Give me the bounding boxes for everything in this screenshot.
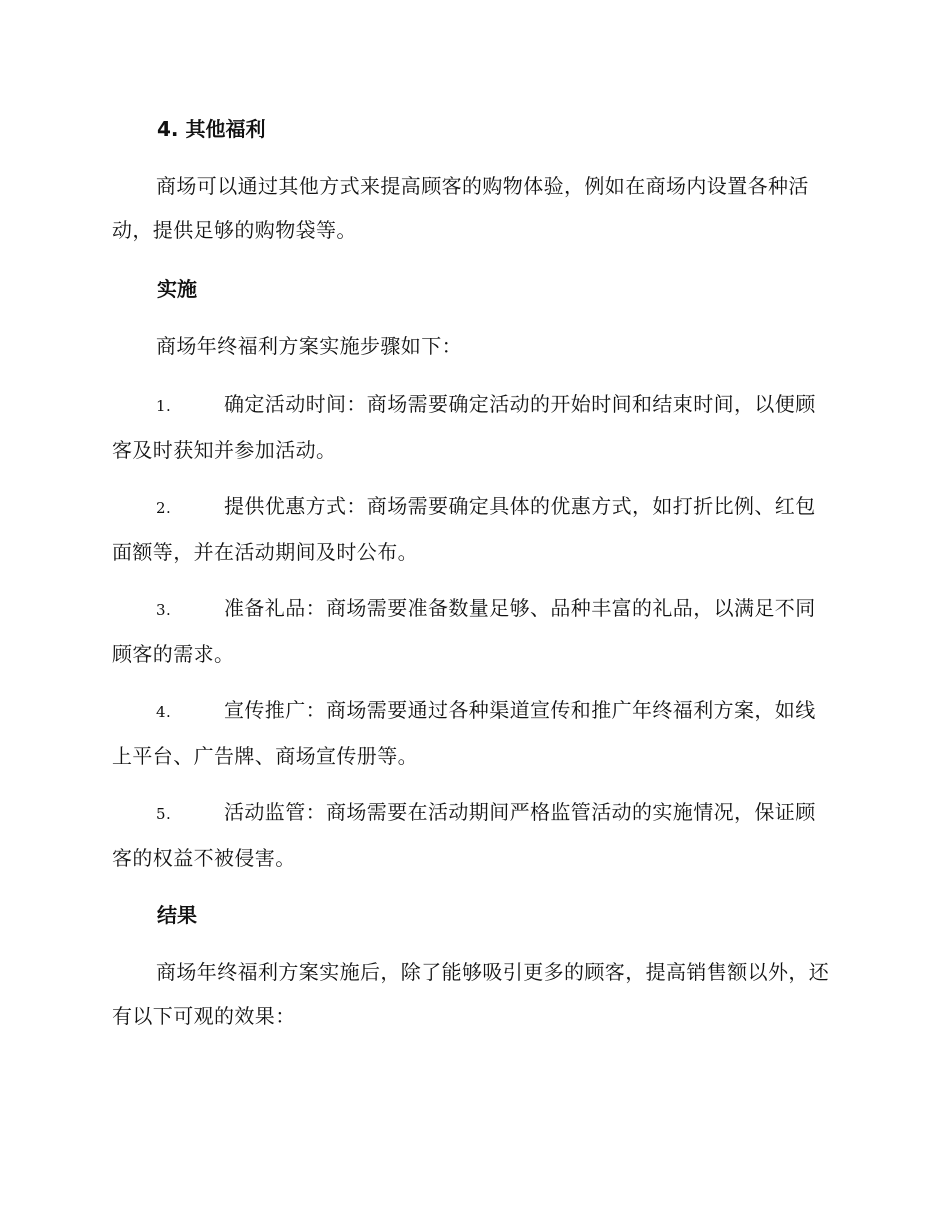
list-item-number: 1. <box>156 397 172 415</box>
list-item-text: 准备礼品：商场需要准备数量足够、品种丰富的礼品，以满足不同顾客的需求。 <box>112 596 816 666</box>
list-item-text: 宣传推广：商场需要通过各种渠道宣传和推广年终福利方案，如线上平台、广告牌、商场宣传册等。 <box>112 698 816 768</box>
list-item <box>112 790 834 880</box>
paragraph-implementation-intro: 商场年终福利方案实施步骤如下： <box>156 334 462 358</box>
list-item-number: 2. <box>156 499 172 517</box>
section-heading-implementation: 实施 <box>157 277 197 301</box>
paragraph-other-benefits: 商场可以通过其他方式来提高顾客的购物体验，例如在商场内设置各种活动，提供足够的购物袋等。 <box>112 174 809 242</box>
section-heading-other-benefits: 4. 其他福利 <box>157 117 266 141</box>
list-item-text: 确定活动时间：商场需要确定活动的开始时间和结束时间，以便顾客及时获知并参加活动。 <box>112 392 816 462</box>
list-item <box>112 586 834 676</box>
list-item <box>112 688 834 778</box>
list-item-text: 活动监管：商场需要在活动期间严格监管活动的实施情况，保证顾客的权益不被侵害。 <box>112 800 816 870</box>
list-item-number: 4. <box>156 703 172 721</box>
paragraph-results: 商场年终福利方案实施后，除了能够吸引更多的顾客，提高销售额以外，还有以下可观的效果： <box>112 960 830 1028</box>
list-item-number: 5. <box>156 805 172 823</box>
list-item <box>112 484 834 574</box>
list-item-text: 提供优惠方式：商场需要确定具体的优惠方式，如打折比例、红包面额等，并在活动期间及时公布。 <box>112 494 816 564</box>
section-heading-results: 结果 <box>157 903 197 927</box>
list-item <box>112 382 834 472</box>
list-item-number: 3. <box>156 601 172 619</box>
